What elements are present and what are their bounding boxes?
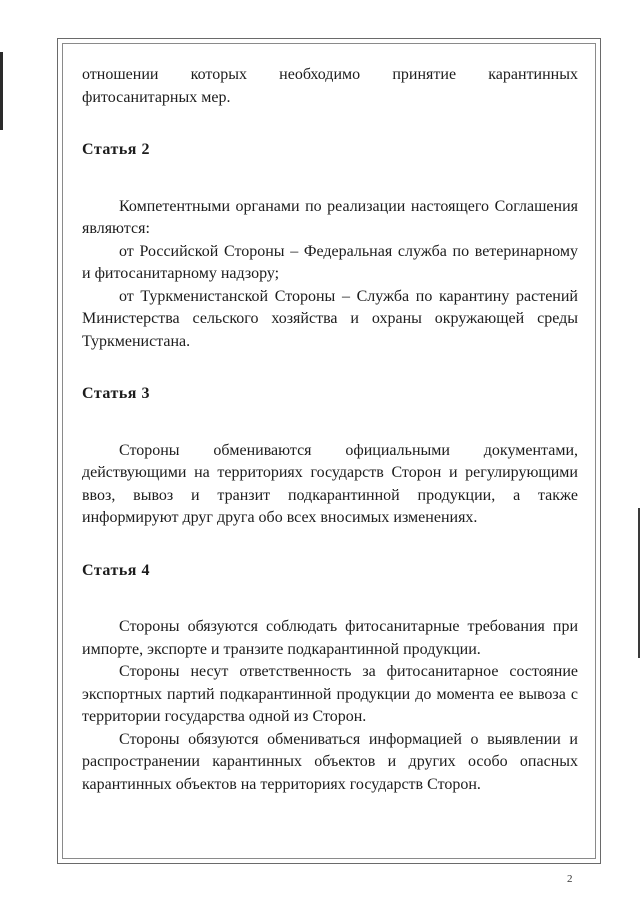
article-2-heading: Статья 2 — [82, 141, 150, 158]
article-4-paragraph-2: Стороны несут ответственность за фитосанитарное состояние экспортных партий подкарантинной продукции до момента ее вывоза с территории государства одной из Сторон. — [82, 663, 578, 725]
article-3-heading: Статья 3 — [82, 385, 150, 402]
document-body — [82, 64, 578, 796]
intro-text-line-2: фитосанитарных мер. — [82, 88, 231, 106]
intro-text-line-1: отношении которых необходимо принятие карантинных — [82, 66, 578, 83]
page-number: 2 — [567, 873, 573, 885]
article-4-paragraph-3: Стороны обязуются обмениваться информацией о выявлении и распространении карантинных объектов и других особо опасных карантинных объектов на территориях государств Сторон. — [82, 730, 578, 793]
article-4-paragraph-1: Стороны обязуются соблюдать фитосанитарные требования при импорте, экспорте и транзите подкарантинной продукции. — [82, 618, 578, 658]
article-3-paragraph-1: Стороны обмениваются официальными документами, действующими на территориях государств Сторон и регулирующими ввоз, вывоз и транзит подкарантинной продукции, а также информируют друг друга обо всех вносимых изменениях. — [82, 441, 578, 526]
article-2-paragraph-2: от Российской Стороны – Федеральная служба по ветеринарному и фитосанитарному надзору; — [82, 242, 578, 282]
article-4-heading: Статья 4 — [82, 561, 150, 579]
article-2-paragraph-1: Компетентными органами по реализации настоящего Соглашения являются: — [82, 197, 578, 237]
scan-edge-mark-left — [0, 52, 3, 130]
article-2-paragraph-3: от Туркменистанской Стороны – Служба по карантину растений Министерства сельского хозяйства и охраны окружающей среды Туркменистана. — [82, 287, 578, 350]
